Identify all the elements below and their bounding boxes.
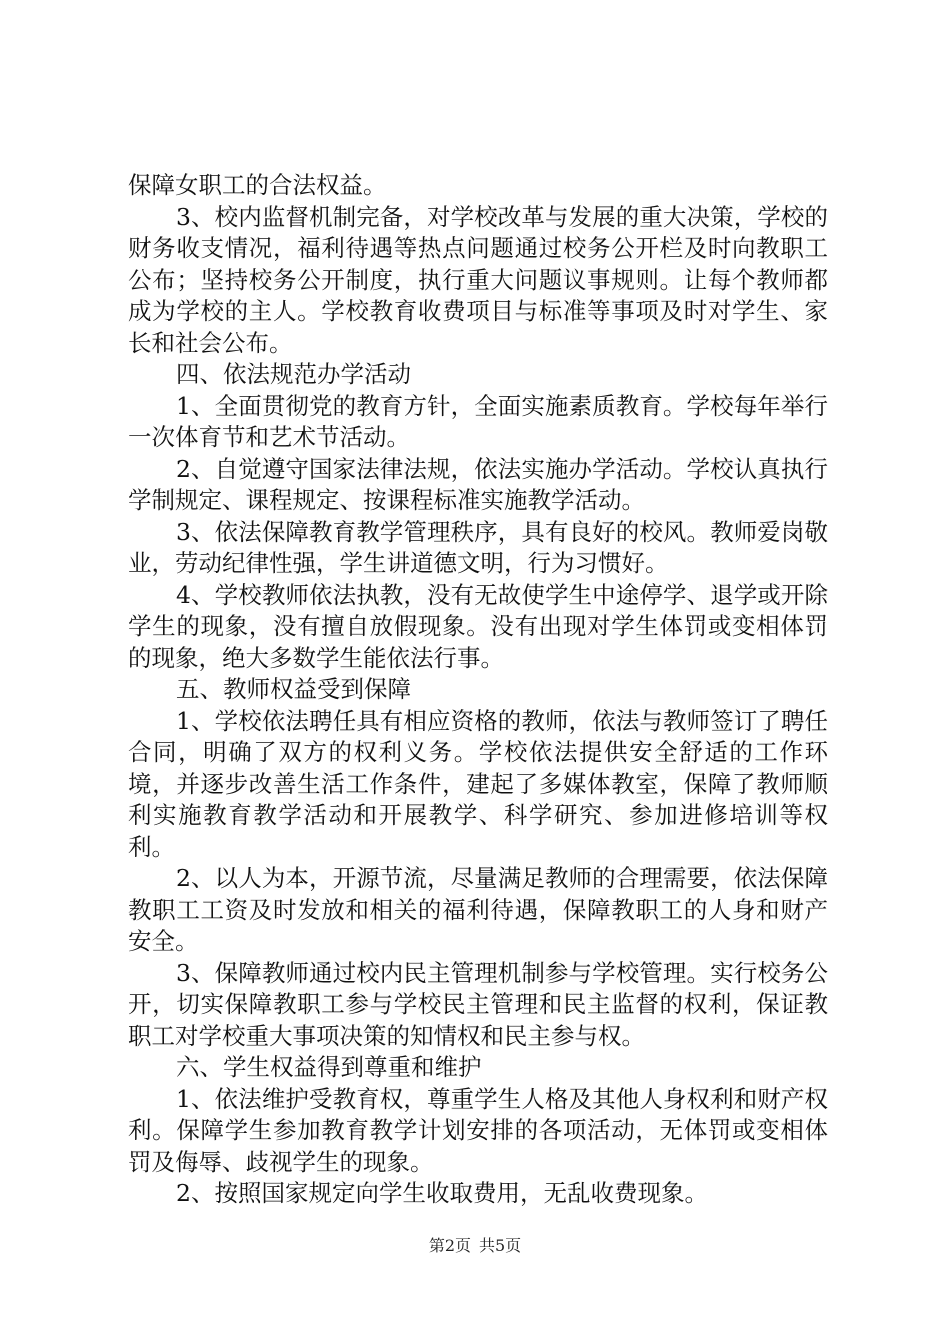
paragraph: 2、以人为本，开源节流，尽量满足教师的合理需要，依法保障教职工工资及时发放和相关的福利待遇，保障教职工的人身和财产安全。 <box>128 864 828 955</box>
section-heading: 六、学生权益得到尊重和维护 <box>176 1053 482 1081</box>
document-body <box>128 170 828 1210</box>
paragraph: 4、学校教师依法执教，没有无故使学生中途停学、退学或开除学生的现象，没有擅自放假现象。没有出现对学生体罚或变相体罚的现象，绝大多数学生能依法行事。 <box>128 580 828 672</box>
paragraph: 1、学校依法聘任具有相应资格的教师，依法与教师签订了聘任合同，明确了双方的权利义务。学校依法提供安全舒适的工作环境，并逐步改善生活工作条件，建起了多媒体教室，保障了教师顺利实施教育教学活动和开展教学、科学研究、参加进修培训等权利。 <box>128 706 828 861</box>
page-total: 共5页 <box>479 1236 522 1255</box>
paragraph: 2、按照国家规定向学生收取费用，无乱收费现象。 <box>176 1179 708 1207</box>
section-heading: 四、依法规范办学活动 <box>176 360 411 388</box>
paragraph: 1、依法维护受教育权，尊重学生人格及其他人身权利和财产权利。保障学生参加教育教学计划安排的各项活动，无体罚或变相体罚及侮辱、歧视学生的现象。 <box>128 1084 828 1176</box>
page-number: 第2页 <box>428 1236 471 1255</box>
paragraph: 3、保障教师通过校内民主管理机制参与学校管理。实行校务公开，切实保障教职工参与学校民主管理和民主监督的权利，保证教职工对学校重大事项决策的知情权和民主参与权。 <box>128 958 828 1050</box>
paragraph: 2、自觉遵守国家法律法规，依法实施办学活动。学校认真执行学制规定、课程规定、按课程标准实施教学活动。 <box>128 454 828 514</box>
paragraph: 1、全面贯彻党的教育方针，全面实施素质教育。学校每年举行一次体育节和艺术节活动。 <box>128 391 828 451</box>
paragraph: 3、校内监督机制完备，对学校改革与发展的重大决策，学校的财务收支情况，福利待遇等热点问题通过校务公开栏及时向教职工公布；坚持校务公开制度，执行重大问题议事规则。让每个教师都成为学校的主人。学校教育收费项目与标准等事项及时对学生、家长和社会公布。 <box>128 202 828 357</box>
section-heading: 五、教师权益受到保障 <box>176 675 411 703</box>
paragraph: 3、依法保障教育教学管理秩序，具有良好的校风。教师爱岗敬业，劳动纪律性强，学生讲道德文明，行为习惯好。 <box>128 517 828 577</box>
paragraph: 保障女职工的合法权益。 <box>128 171 387 199</box>
page-footer <box>0 1236 950 1256</box>
